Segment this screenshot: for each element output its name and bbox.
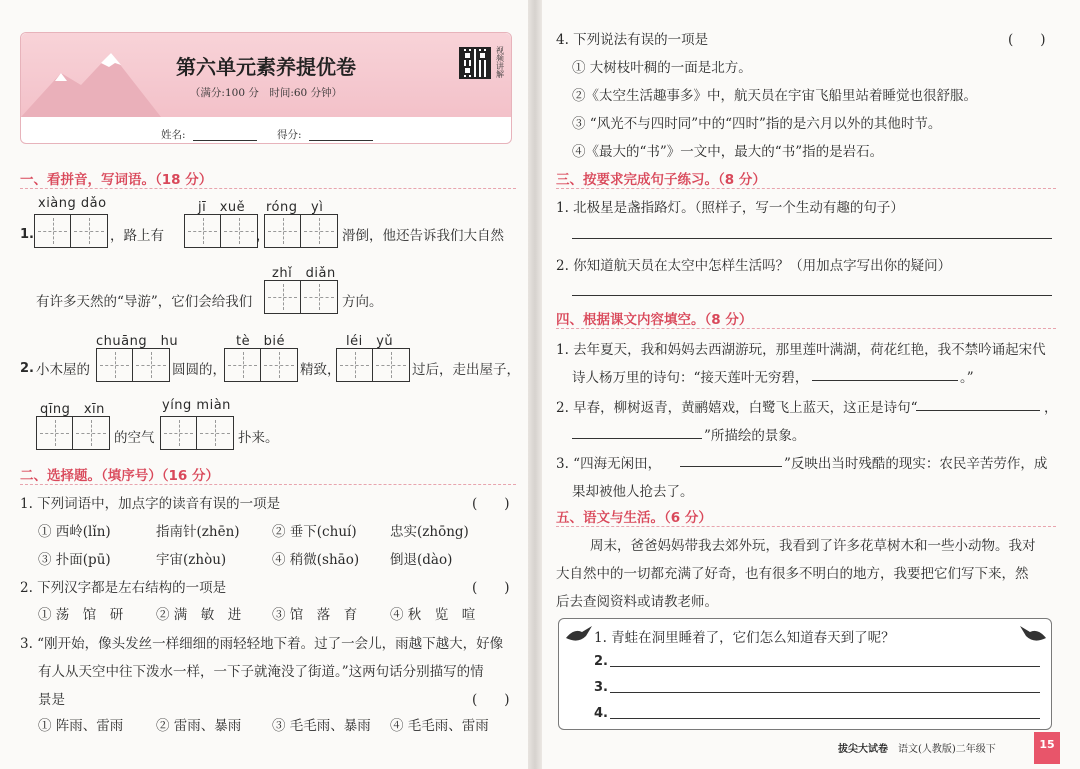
swallow-icon (564, 624, 594, 646)
qr-code[interactable] (459, 47, 491, 79)
question-2-3-line: 景是 (38, 692, 65, 708)
pinyin: róng yì (266, 200, 324, 215)
fill-blank[interactable] (572, 438, 702, 439)
answer-line[interactable] (610, 666, 1040, 667)
paragraph-line: 后去查阅资料或请教老师。 (556, 594, 718, 610)
option[interactable]: ③ 馆 落 育 (272, 607, 358, 623)
section-divider (556, 526, 1056, 527)
writing-grid[interactable] (184, 214, 258, 248)
question-2-1: 1. 下列词语中，加点字的读音有误的一项是 (20, 496, 281, 512)
writing-grid[interactable] (224, 348, 298, 382)
header-banner (20, 32, 512, 144)
option[interactable]: ③ “风光不与四时同”中的“四时”指的是六月以外的其他时节。 (572, 116, 942, 132)
option[interactable]: 宇宙(zhòu) (156, 552, 227, 568)
question-4-3-line: 果却被他人抢去了。 (572, 484, 694, 500)
option[interactable]: 倒退(dào) (390, 552, 453, 568)
page-title: 第六单元素养提优卷 (176, 55, 356, 79)
sentence-text: 扑来。 (238, 430, 279, 446)
writing-grid[interactable] (264, 214, 338, 248)
sentence-text: 的空气 (114, 430, 155, 446)
writing-grid[interactable] (96, 348, 170, 382)
writing-grid[interactable] (264, 280, 338, 314)
section-2-title: 二、选择题。（填序号）（16 分） (20, 468, 219, 484)
answer-bracket[interactable]: ( ) (472, 496, 510, 512)
option[interactable]: ② 满 敏 进 (156, 607, 242, 623)
option[interactable]: ②《太空生活趣事多》中，航天员在宇宙飞船里站着睡觉也很舒服。 (572, 88, 977, 104)
question-3-2: 2. 你知道航天员在太空中怎样生活吗？（用加点字写出你的疑问） (556, 258, 952, 274)
section-divider (20, 484, 516, 485)
fill-blank[interactable] (812, 380, 958, 381)
option[interactable]: ④ 稍微(shāo) (272, 552, 360, 568)
sentence-text: 方向。 (342, 294, 383, 310)
pinyin: qīng xīn (40, 402, 105, 417)
question-4-1-end: 。” (960, 370, 974, 386)
question-4-2-end: ”所描绘的景象。 (704, 428, 806, 444)
sentence-text: 精致， (300, 362, 341, 378)
answer-bracket[interactable]: ( ) (472, 580, 510, 596)
answer-line[interactable] (572, 238, 1052, 239)
option[interactable]: ① 阵雨、雷雨 (38, 718, 124, 734)
question-4-3: 3. “四海无闲田， (556, 456, 662, 472)
paragraph-line: 大自然中的一切都充满了好奇，也有很多不明白的地方，我要把它们写下来，然 (556, 566, 1029, 582)
option[interactable]: ① 荡 馆 研 (38, 607, 124, 623)
answer-line[interactable] (572, 295, 1052, 296)
line-number: 3. (594, 680, 608, 695)
pinyin: tè bié (236, 334, 285, 349)
writing-grid[interactable] (36, 416, 110, 450)
qr-label: 视频讲解 (496, 46, 504, 79)
section-1-title: 一、看拼音，写词语。（18 分） (20, 172, 213, 188)
line-number: 2. (594, 654, 608, 669)
name-label: 姓名: (161, 129, 186, 141)
option[interactable]: ④ 秋 览 喧 (390, 607, 476, 623)
option[interactable]: ① 大树枝叶稠的一面是北方。 (572, 60, 752, 76)
answer-line[interactable] (610, 718, 1040, 719)
section-divider (20, 188, 516, 189)
option[interactable]: ④《最大的“书”》一文中，最大的“书”指的是岩石。 (572, 144, 884, 160)
answer-line[interactable] (610, 692, 1040, 693)
section-4-title: 四、根据课文内容填空。（8 分） (556, 312, 753, 328)
option[interactable]: 指南针(zhēn) (156, 524, 240, 540)
question-5-1: 1. 青蛙在洞里睡着了，它们怎么知道春天到了呢？ (594, 630, 895, 646)
sentence-text: 有许多天然的“导游”，它们会给我们 (36, 294, 253, 310)
section-divider (556, 328, 1056, 329)
sentence-text: ， (256, 228, 270, 244)
sentence-text: ，路上有 (110, 228, 164, 244)
writing-grid[interactable] (160, 416, 234, 450)
sentence-text: 小木屋的 (36, 362, 90, 378)
sentence-text: 滑倒，他还告诉我们大自然 (342, 228, 504, 244)
sentence-text: 过后，走出屋子， (412, 362, 520, 378)
section-3-title: 三、按要求完成句子练习。（8 分） (556, 172, 766, 188)
question-4-3-mid: ”反映出当时残酷的现实：农民辛苦劳作，成 (784, 456, 1048, 472)
option[interactable]: ① 西岭(lǐn) (38, 524, 111, 540)
pinyin: xiàng dǎo (38, 196, 107, 211)
fill-blank[interactable] (916, 410, 1040, 411)
option[interactable]: ③ 毛毛雨、暴雨 (272, 718, 371, 734)
question-3-1: 1. 北极星是盏指路灯。（照样子，写一个生动有趣的句子） (556, 200, 904, 216)
question-4-2-comma: ， (1044, 400, 1058, 416)
page-subtitle: （满分:100 分 时间:60 分钟） (189, 87, 343, 99)
option[interactable]: ④ 毛毛雨、雷雨 (390, 718, 489, 734)
answer-bracket[interactable]: ( ) (1008, 32, 1046, 48)
question-number: 1. (20, 227, 34, 242)
pinyin: yíng miàn (162, 398, 231, 413)
swallow-icon (1018, 624, 1048, 646)
option[interactable]: 忠实(zhōng) (390, 524, 469, 540)
book-spine (528, 0, 542, 769)
footer-subject: 语文(人教版)二年级下 (898, 744, 996, 755)
question-number: 2. (20, 361, 34, 376)
pinyin: chuāng hu (96, 334, 179, 349)
page-number: 15 (1039, 738, 1055, 751)
line-number: 4. (594, 706, 608, 721)
answer-bracket[interactable]: ( ) (472, 692, 510, 708)
question-4-2: 2. 早春，柳树返青，黄鹂嬉戏，白鹭飞上蓝天，这正是诗句“ (556, 400, 918, 416)
pinyin: zhǐ diǎn (272, 266, 336, 281)
paragraph-line: 周末，爸爸妈妈带我去郊外玩，我看到了许多花草树木和一些小动物。我对 (590, 538, 1036, 554)
option[interactable]: ② 雷雨、暴雨 (156, 718, 242, 734)
question-2-2: 2. 下列汉字都是左右结构的一项是 (20, 580, 227, 596)
pinyin: jī xuě (198, 200, 246, 215)
writing-grid[interactable] (34, 214, 108, 248)
question-2-4: 4. 下列说法有误的一项是 (556, 32, 709, 48)
pinyin: léi yǔ (346, 334, 394, 349)
writing-grid[interactable] (336, 348, 410, 382)
sentence-text: 圆圆的， (172, 362, 226, 378)
name-blank[interactable] (193, 140, 257, 141)
score-blank[interactable] (309, 140, 373, 141)
question-4-1-line: 诗人杨万里的诗句：“接天莲叶无穷碧， (572, 370, 809, 386)
section-5-title: 五、语文与生活。（6 分） (556, 510, 712, 526)
question-2-3-line: 有人从天空中往下泼水一样，一下子就淹没了街道。”这两句话分别描写的情 (38, 664, 484, 680)
question-2-3: 3. “刚开始，像头发丝一样细细的雨轻轻地下着。过了一会儿，雨越下越大，好像 (20, 636, 504, 652)
footer-brand: 拔尖大试卷 (838, 744, 888, 755)
option[interactable]: ③ 扑面(pū) (38, 552, 111, 568)
section-divider (556, 188, 1056, 189)
fill-blank[interactable] (680, 466, 782, 467)
score-label: 得分: (277, 129, 302, 141)
option[interactable]: ② 垂下(chuí) (272, 524, 357, 540)
question-4-1: 1. 去年夏天，我和妈妈去西湖游玩，那里莲叶满湖，荷花红艳，我不禁吟诵起宋代 (556, 342, 1046, 358)
